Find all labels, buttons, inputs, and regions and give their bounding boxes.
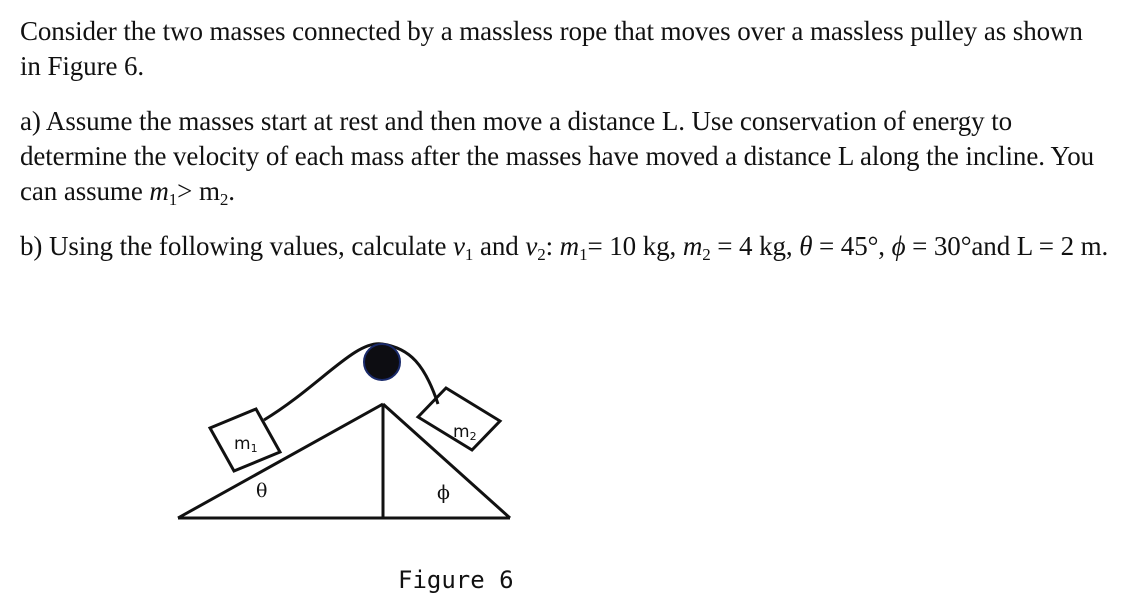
incline-diagram	[170, 330, 530, 600]
part-a-m2-sub: 2	[219, 190, 229, 209]
part-b-m2: m	[682, 231, 703, 261]
figure-6	[170, 330, 530, 600]
label-m2	[453, 422, 477, 442]
part-b-v1-sub: 1	[464, 245, 474, 264]
part-b-m2-sub: 2	[702, 245, 711, 264]
problem-part-a	[20, 104, 1110, 209]
label-m1-m: m	[234, 434, 251, 454]
problem-intro: Consider the two masses connected by a massless rope that moves over a massless pulley as shown in Figure 6.	[20, 16, 1083, 81]
part-b-m2-val: = 4 kg,	[710, 231, 800, 261]
part-b-m1-sub: 1	[579, 245, 588, 264]
part-b-v1: v	[453, 231, 465, 261]
part-b-phi: ϕ	[891, 231, 906, 261]
part-b-m1-val: = 10 kg,	[587, 231, 683, 261]
part-b-tail: and L = 2 m.	[971, 231, 1109, 261]
part-a-end: .	[228, 176, 235, 206]
part-b-theta: θ	[799, 231, 813, 261]
problem-part-b	[20, 229, 1110, 264]
part-a-m2: m	[198, 176, 220, 206]
part-b-m1: m	[559, 231, 580, 261]
left-incline	[178, 404, 383, 518]
part-b-v2-sub: 2	[537, 245, 546, 264]
rope	[264, 344, 438, 420]
label-phi: ϕ	[437, 482, 450, 504]
part-b-lead: b) Using the following values, calculate	[20, 231, 454, 261]
part-a-text: a) Assume the masses start at rest and then move a distance L. Use conservation of energy to determine the velocity of each mass after the masses have moved a distance L along the incline. You can assume	[20, 106, 1095, 206]
label-m1-sub: 1	[250, 442, 258, 455]
problem-text	[20, 14, 1110, 284]
label-m2-m: m	[453, 422, 470, 442]
part-b-theta-val: = 45°,	[812, 231, 892, 261]
figure-caption: Figure 6	[398, 566, 514, 594]
part-a-m1-sub: 1	[168, 190, 178, 209]
label-m2-sub: 2	[469, 430, 477, 443]
label-m1	[234, 434, 258, 454]
pulley	[364, 344, 400, 380]
part-a-gt: >	[177, 176, 199, 206]
part-b-colon: :	[545, 231, 560, 261]
label-theta: θ	[256, 480, 268, 502]
part-b-phi-val: = 30°	[905, 231, 972, 261]
part-a-m1: m	[149, 176, 169, 206]
part-b-v2: v	[525, 231, 538, 261]
part-b-and: and	[473, 231, 526, 261]
